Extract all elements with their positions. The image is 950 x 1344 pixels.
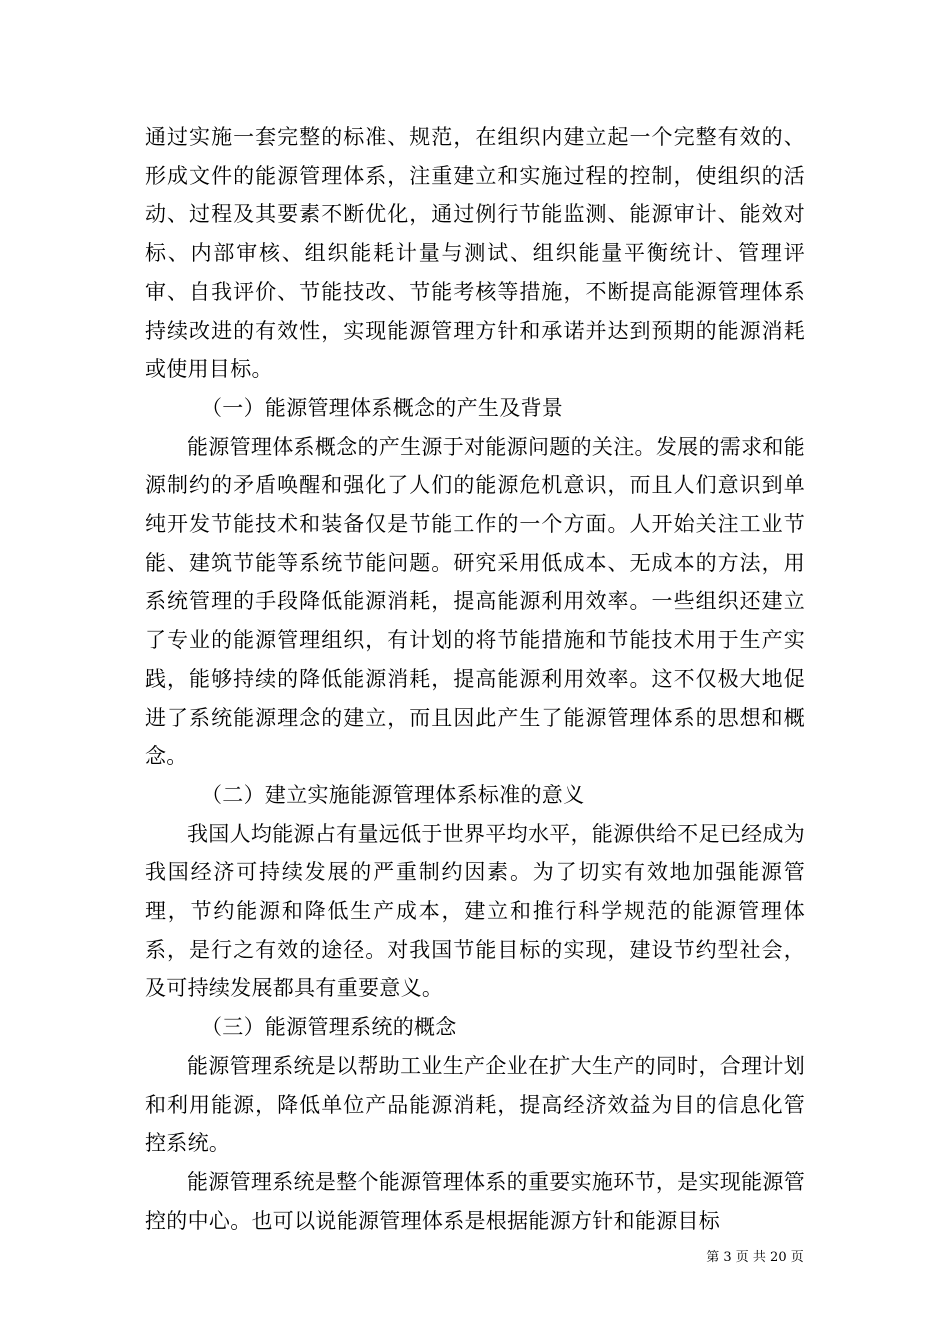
body-paragraph: 能源管理体系概念的产生源于对能源问题的关注。发展的需求和能源制约的矛盾唤醒和强化了人们的能源危机意识，而且人们意识到单纯开发节能技术和装备仅是节能工作的一个方面。人开始关注工业节能、建筑节能等系统节能问题。研究采用低成本、无成本的方法，用系统管理的手段降低能源消耗，提高能源利用效率。一些组织还建立了专业的能源管理组织，有计划的将节能措施和节能技术用于生产实践，能够持续的降低能源消耗，提高能源利用效率。这不仅极大地促进了系统能源理念的建立，而且因此产生了能源管理体系的思想和概念。	[145, 434, 805, 769]
section-heading: （三）能源管理系统的概念	[201, 1015, 457, 1040]
body-paragraph: 能源管理系统是以帮助工业生产企业在扩大生产的同时，合理计划和利用能源，降低单位产品能源消耗，提高经济效益为目的信息化管控系统。	[145, 1053, 805, 1156]
body-paragraph: 通过实施一套完整的标准、规范，在组织内建立起一个完整有效的、形成文件的能源管理体系，注重建立和实施过程的控制，使组织的活动、过程及其要素不断优化，通过例行节能监测、能源审计、能效对标、内部审核、组织能耗计量与测试、组织能量平衡统计、管理评审、自我评价、节能技改、节能考核等措施，不断提高能源管理体系持续改进的有效性，实现能源管理方针和承诺并达到预期的能源消耗或使用目标。	[145, 125, 805, 382]
section-heading: （二）建立实施能源管理体系标准的意义	[201, 782, 585, 807]
section-heading: （一）能源管理体系概念的产生及背景	[201, 395, 564, 420]
body-paragraph: 我国人均能源占有量远低于世界平均水平，能源供给不足已经成为我国经济可持续发展的严重制约因素。为了切实有效地加强能源管理，节约能源和降低生产成本，建立和推行科学规范的能源管理体系，是行之有效的途径。对我国节能目标的实现，建设节约型社会，及可持续发展都具有重要意义。	[145, 821, 805, 1001]
page-number-footer: 第 3 页 共 20 页	[706, 1250, 804, 1265]
body-paragraph: 能源管理系统是整个能源管理体系的重要实施环节，是实现能源管控的中心。也可以说能源管理体系是根据能源方针和能源目标	[145, 1169, 805, 1233]
document-body	[145, 118, 805, 1240]
